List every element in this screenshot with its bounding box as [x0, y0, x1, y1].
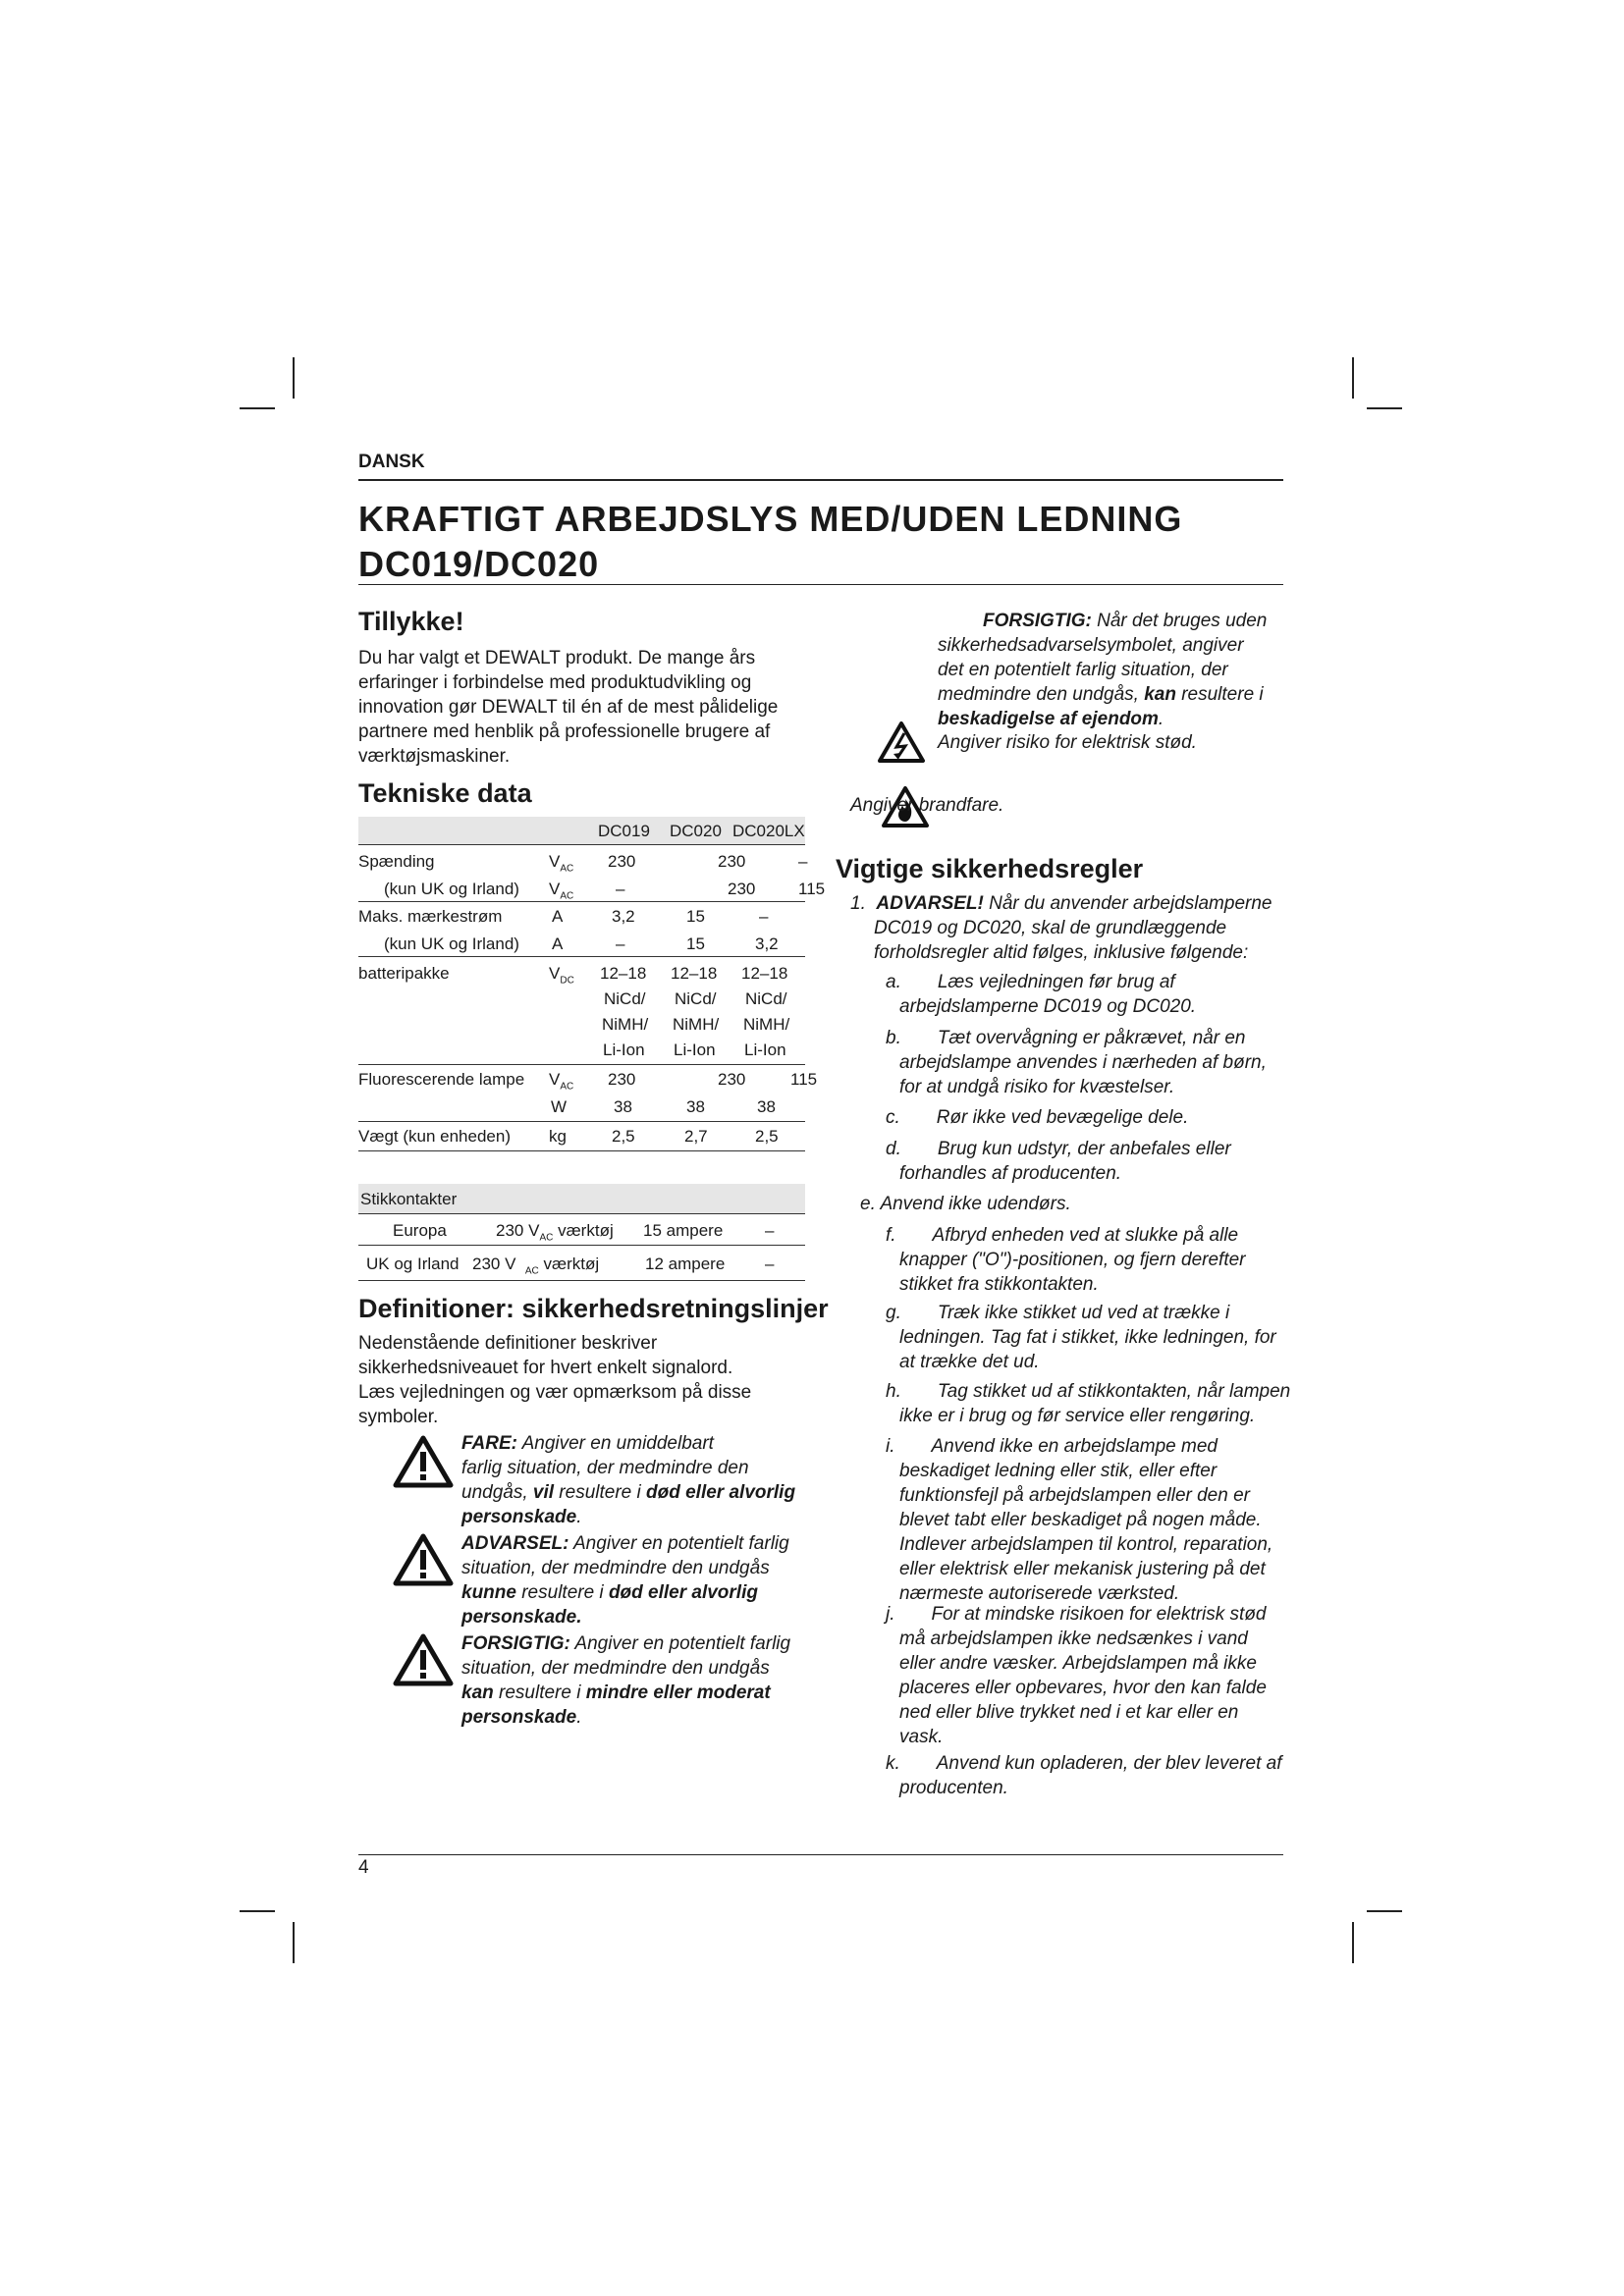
advarsel-text: Angiver en potentielt farlig — [568, 1533, 789, 1554]
list-line: arbejdslamperne DC019 og DC020. — [899, 996, 1197, 1017]
forsigtig2-emph: kan — [1144, 684, 1176, 705]
advarsel-label: ADVARSEL: — [461, 1533, 569, 1554]
list-letter: i. — [886, 1436, 895, 1457]
list-letter: c. — [886, 1107, 900, 1128]
sockets-table — [358, 1184, 805, 1282]
tech-row-label: (kun UK og Irland) — [384, 880, 519, 898]
tech-cell: Li-Ion — [674, 1041, 716, 1059]
title-line-1: KRAFTIGT ARBEJDSLYS MED/UDEN LEDNING — [358, 499, 1183, 539]
warning-triangle-icon — [393, 1435, 454, 1488]
forsigtig-emph: kan — [461, 1682, 494, 1703]
forsigtig-text: resultere i — [493, 1682, 586, 1703]
fare-text: . — [576, 1507, 582, 1527]
tech-cell: NiMH/ — [673, 1015, 720, 1034]
rule-number: 1. — [850, 893, 866, 914]
list-item — [886, 1026, 1318, 1099]
tech-cell: – — [759, 907, 769, 926]
list-item — [886, 1105, 1318, 1130]
tech-cell: – — [616, 934, 625, 953]
tech-rule — [358, 956, 805, 957]
tech-cell: 230 — [608, 852, 636, 871]
tech-cell: 230 — [608, 1070, 636, 1089]
tech-row-unit: $V_{AC}$ — [549, 852, 574, 875]
list-line: beskadiget ledning eller stik, eller efter — [899, 1461, 1218, 1481]
tech-row-unit: A — [552, 907, 564, 926]
warning-triangle-icon — [393, 1533, 454, 1586]
electric-shock-text: Angiver risiko for elektrisk stød. — [938, 732, 1197, 753]
tech-cell: – — [798, 852, 808, 871]
list-line: ledningen. Tag fat i stikket, ikke ledningen, for — [899, 1327, 1276, 1348]
crop-mark-tl-h — [240, 407, 275, 409]
list-line: For at mindske risikoen for elektrisk stød — [931, 1604, 1267, 1625]
intro-text — [358, 646, 830, 769]
advarsel-emph: kunne — [461, 1582, 516, 1603]
advarsel-text: situation, der medmindre den undgås — [461, 1558, 770, 1578]
socket-dash: – — [765, 1221, 775, 1240]
page-number: 4 — [358, 1857, 369, 1878]
footer-rule — [358, 1854, 1283, 1855]
tech-cell: 230 — [728, 880, 756, 898]
forsigtig-emph: mindre eller moderat — [585, 1682, 771, 1703]
tech-header-rule — [358, 844, 805, 845]
tech-cell: 230 — [718, 1070, 746, 1089]
title-rule — [358, 584, 1283, 585]
forsigtig-text: situation, der medmindre den undgås — [461, 1658, 770, 1679]
tech-cell: 38 — [614, 1097, 632, 1116]
tech-row-unit: $V_{DC}$ — [549, 964, 574, 987]
definitions-heading: Definitioner: sikkerhedsretningslinjer — [358, 1294, 829, 1323]
forsigtig2-label: FORSIGTIG: — [983, 611, 1092, 631]
tech-cell: NiMH/ — [602, 1015, 649, 1034]
list-line: ikke er i brug og før service eller rengøring. — [899, 1406, 1256, 1426]
tech-row-unit: $V_{AC}$ — [549, 880, 574, 902]
tech-cell: – — [616, 880, 625, 898]
forsigtig-label: FORSIGTIG: — [461, 1633, 570, 1654]
list-letter: h. — [886, 1381, 901, 1402]
tech-rule — [358, 1121, 805, 1122]
tech-cell: 2,5 — [612, 1127, 635, 1146]
list-item — [886, 1751, 1318, 1800]
list-line: knapper ("O")-positionen, og fjern derefter — [899, 1250, 1246, 1270]
list-letter: f. — [886, 1225, 896, 1246]
language-label: DANSK — [358, 452, 425, 472]
crop-mark-br-h — [1367, 1910, 1402, 1912]
advarsel-text: resultere i — [515, 1582, 609, 1603]
rule-text: forholdsregler altid følges, inklusive følgende: — [874, 942, 1249, 963]
tech-heading: Tekniske data — [358, 778, 532, 808]
tech-rule — [358, 1064, 805, 1065]
tech-row-unit: kg — [549, 1127, 567, 1146]
tech-row-label: Vægt (kun enheden) — [358, 1127, 511, 1146]
crop-mark-tr-h — [1367, 407, 1402, 409]
tech-cell: NiMH/ — [743, 1015, 790, 1034]
list-line: arbejdslampe anvendes i nærheden af børn, — [899, 1052, 1267, 1073]
fare-text: resultere i — [554, 1482, 647, 1503]
intro-line: innovation gør DEWALT til én af de mest pålidelige — [358, 697, 779, 718]
forsigtig-property-definition — [938, 609, 1291, 731]
definitions-line: Læs vejledningen og vær opmærksom på disse — [358, 1382, 752, 1403]
tech-cell: NiCd/ — [604, 989, 646, 1008]
list-line: placeres eller opbevares, hvor den kan falde — [899, 1678, 1267, 1698]
crop-mark-tl-v — [293, 357, 295, 399]
list-line: Læs vejledningen før brug af — [937, 972, 1175, 992]
list-line: forhandles af producenten. — [899, 1163, 1122, 1184]
intro-line: Du har valgt et DEWALT produkt. De mange års — [358, 648, 756, 668]
tech-col-header: DC020LX — [732, 822, 805, 840]
forsigtig2-text: resultere i — [1175, 684, 1264, 705]
list-line: eller elektrisk eller mekanisk justering på det — [899, 1559, 1266, 1579]
tech-row-label: (kun UK og Irland) — [384, 934, 519, 953]
tech-row-unit: A — [552, 934, 564, 953]
list-item — [886, 970, 1318, 1019]
list-line: at trække det ud. — [899, 1352, 1040, 1372]
forsigtig2-text: . — [1158, 709, 1164, 729]
tech-cell: 38 — [757, 1097, 776, 1116]
fare-label: FARE: — [461, 1433, 517, 1454]
sockets-rule — [358, 1245, 805, 1246]
forsigtig-emph: personskade — [461, 1707, 577, 1728]
list-line: producenten. — [899, 1778, 1008, 1798]
rule-label: ADVARSEL! — [876, 893, 984, 914]
forsigtig2-text: medmindre den undgås, — [938, 684, 1145, 705]
socket-region: Europa — [393, 1221, 447, 1240]
list-line: Indlever arbejdslampen til kontrol, reparation, — [899, 1534, 1273, 1555]
electric-shock-icon — [877, 721, 926, 764]
list-line: Tæt overvågning er påkrævet, når en — [937, 1028, 1246, 1048]
title-line-2: DC019/DC020 — [358, 544, 600, 584]
list-letter: j. — [886, 1604, 895, 1625]
list-line: vask. — [899, 1727, 944, 1747]
fire-text: Angiver brandfare. — [850, 795, 1004, 816]
list-line: stikket fra stikkontakten. — [899, 1274, 1099, 1295]
tech-cell: NiCd/ — [675, 989, 717, 1008]
crop-mark-br-v — [1352, 1922, 1354, 1963]
list-line: Anvend ikke udendørs. — [880, 1194, 1071, 1214]
tech-cell: 115 — [790, 1070, 818, 1089]
intro-line: værktøjsmaskiner. — [358, 746, 511, 767]
sockets-heading: Stikkontakter — [360, 1190, 458, 1208]
list-item — [886, 1137, 1318, 1186]
tech-rule — [358, 1150, 805, 1151]
socket-ampere: 15 ampere — [643, 1221, 724, 1240]
list-line: Træk ikke stikket ud ved at trække i — [937, 1303, 1230, 1323]
tech-cell: NiCd/ — [745, 989, 787, 1008]
tech-row-label: batteripakke — [358, 964, 450, 983]
tech-cell: 2,7 — [684, 1127, 708, 1146]
warning-triangle-icon — [393, 1633, 454, 1686]
definitions-line: Nedenstående definitioner beskriver — [358, 1333, 658, 1354]
list-item — [886, 1602, 1318, 1749]
fare-text: farlig situation, der medmindre den — [461, 1458, 749, 1478]
forsigtig2-emph: beskadigelse af ejendom — [938, 709, 1159, 729]
forsigtig2-text: Når det bruges uden — [1091, 611, 1268, 631]
list-letter: d. — [886, 1139, 901, 1159]
sockets-rule — [358, 1280, 805, 1281]
forsigtig2-text: sikkerhedsadvarselsymbolet, angiver — [938, 635, 1244, 656]
tech-cell: 15 — [686, 934, 705, 953]
list-line: nærmeste autoriserede værksted. — [899, 1583, 1180, 1604]
tech-rule — [358, 901, 805, 902]
list-line: Brug kun udstyr, der anbefales eller — [937, 1139, 1231, 1159]
list-item — [886, 1434, 1318, 1606]
tech-cell: 12–18 — [600, 964, 647, 983]
list-item — [886, 1379, 1318, 1428]
definitions-line: symboler. — [358, 1407, 439, 1427]
fare-definition — [461, 1431, 835, 1529]
list-letter: b. — [886, 1028, 901, 1048]
advarsel-emph: død eller alvorlig — [608, 1582, 758, 1603]
tech-cell: 3,2 — [612, 907, 635, 926]
definitions-text — [358, 1331, 830, 1429]
rule-text: Når du anvender arbejdslamperne — [983, 893, 1272, 914]
list-letter: e. — [860, 1194, 876, 1214]
list-letter: k. — [886, 1753, 900, 1774]
crop-mark-bl-h — [240, 1910, 275, 1912]
forsigtig2-text: det en potentielt farlig situation, der — [938, 660, 1228, 680]
forsigtig-text: Angiver en potentielt farlig — [569, 1633, 791, 1654]
fare-emph: personskade — [461, 1507, 577, 1527]
fare-text: Angiver en umiddelbart — [517, 1433, 714, 1454]
forsigtig-definition — [461, 1631, 835, 1730]
socket-ampere: 12 ampere — [645, 1255, 726, 1273]
tech-cell: 230 — [718, 852, 746, 871]
list-line: Tag stikket ud af stikkontakten, når lampen — [937, 1381, 1291, 1402]
tech-row-unit: $V_{AC}$ — [549, 1070, 574, 1093]
list-line: eller andre væsker. Arbejdslampen må ikke — [899, 1653, 1257, 1674]
tech-row-label: Spænding — [358, 852, 435, 871]
tech-row-label: Maks. mærkestrøm — [358, 907, 503, 926]
tech-cell: 3,2 — [755, 934, 779, 953]
tech-cell: 12–18 — [741, 964, 788, 983]
list-item — [886, 1223, 1318, 1297]
list-letter: g. — [886, 1303, 901, 1323]
intro-line: partnere med henblik på professionelle brugere af — [358, 721, 771, 742]
forsigtig-text: . — [576, 1707, 582, 1728]
socket-region: UK og Irland — [366, 1255, 460, 1273]
tech-col-header: DC020 — [670, 822, 722, 840]
crop-mark-bl-v — [293, 1922, 295, 1963]
list-line: funktionsfejl på arbejdslampen eller den er — [899, 1485, 1250, 1506]
rule-1 — [850, 891, 1292, 965]
list-item — [860, 1192, 1292, 1216]
list-line: Afbryd enheden ved at slukke på alle — [932, 1225, 1239, 1246]
tech-cell: 115 — [798, 880, 826, 898]
rule-text: DC019 og DC020, skal de grundlæggende — [874, 918, 1227, 938]
intro-heading: Tillykke! — [358, 607, 464, 636]
fare-emph: vil — [532, 1482, 555, 1503]
fare-emph: død eller alvorlig — [646, 1482, 796, 1503]
list-line: Anvend kun opladeren, der blev leveret af — [936, 1753, 1282, 1774]
tech-cell: 38 — [686, 1097, 705, 1116]
tech-cell: 12–18 — [671, 964, 718, 983]
socket-voltage: 230 $V_{AC}$ værktøj — [496, 1221, 614, 1244]
fare-text: undgås, — [461, 1482, 533, 1503]
definitions-line: sikkerhedsniveauet for hvert enkelt signalord. — [358, 1358, 733, 1378]
tech-table — [358, 817, 826, 1150]
sockets-header-rule — [358, 1213, 805, 1214]
socket-dash: – — [765, 1255, 775, 1273]
tech-row-unit: W — [551, 1097, 568, 1116]
advarsel-definition — [461, 1531, 835, 1629]
tech-col-header: DC019 — [598, 822, 650, 840]
socket-voltage: 230 V $_{AC}$ værktøj — [472, 1255, 600, 1277]
tech-row-label: Fluorescerende lampe — [358, 1070, 525, 1089]
list-line: for at undgå risiko for kvæstelser. — [899, 1077, 1175, 1097]
crop-mark-tr-v — [1352, 357, 1354, 399]
tech-cell: Li-Ion — [603, 1041, 645, 1059]
header-rule — [358, 479, 1283, 481]
intro-line: erfaringer i forbindelse med produktudvikling og — [358, 672, 752, 693]
list-line: Rør ikke ved bevægelige dele. — [936, 1107, 1189, 1128]
rules-heading: Vigtige sikkerhedsregler — [836, 854, 1144, 883]
list-line: må arbejdslampen ikke nedsænkes i vand — [899, 1629, 1248, 1649]
list-item — [886, 1301, 1318, 1374]
page-title — [358, 497, 1262, 587]
list-line: Anvend ikke en arbejdslampe med — [931, 1436, 1218, 1457]
advarsel-emph: personskade. — [461, 1607, 582, 1628]
tech-cell: 2,5 — [755, 1127, 779, 1146]
tech-cell: Li-Ion — [744, 1041, 786, 1059]
list-letter: a. — [886, 972, 901, 992]
list-line: blevet tabt eller beskadiget på nogen måde. — [899, 1510, 1262, 1530]
list-line: ned eller blive trykket ned i et kar eller en — [899, 1702, 1239, 1723]
tech-cell: 15 — [686, 907, 705, 926]
